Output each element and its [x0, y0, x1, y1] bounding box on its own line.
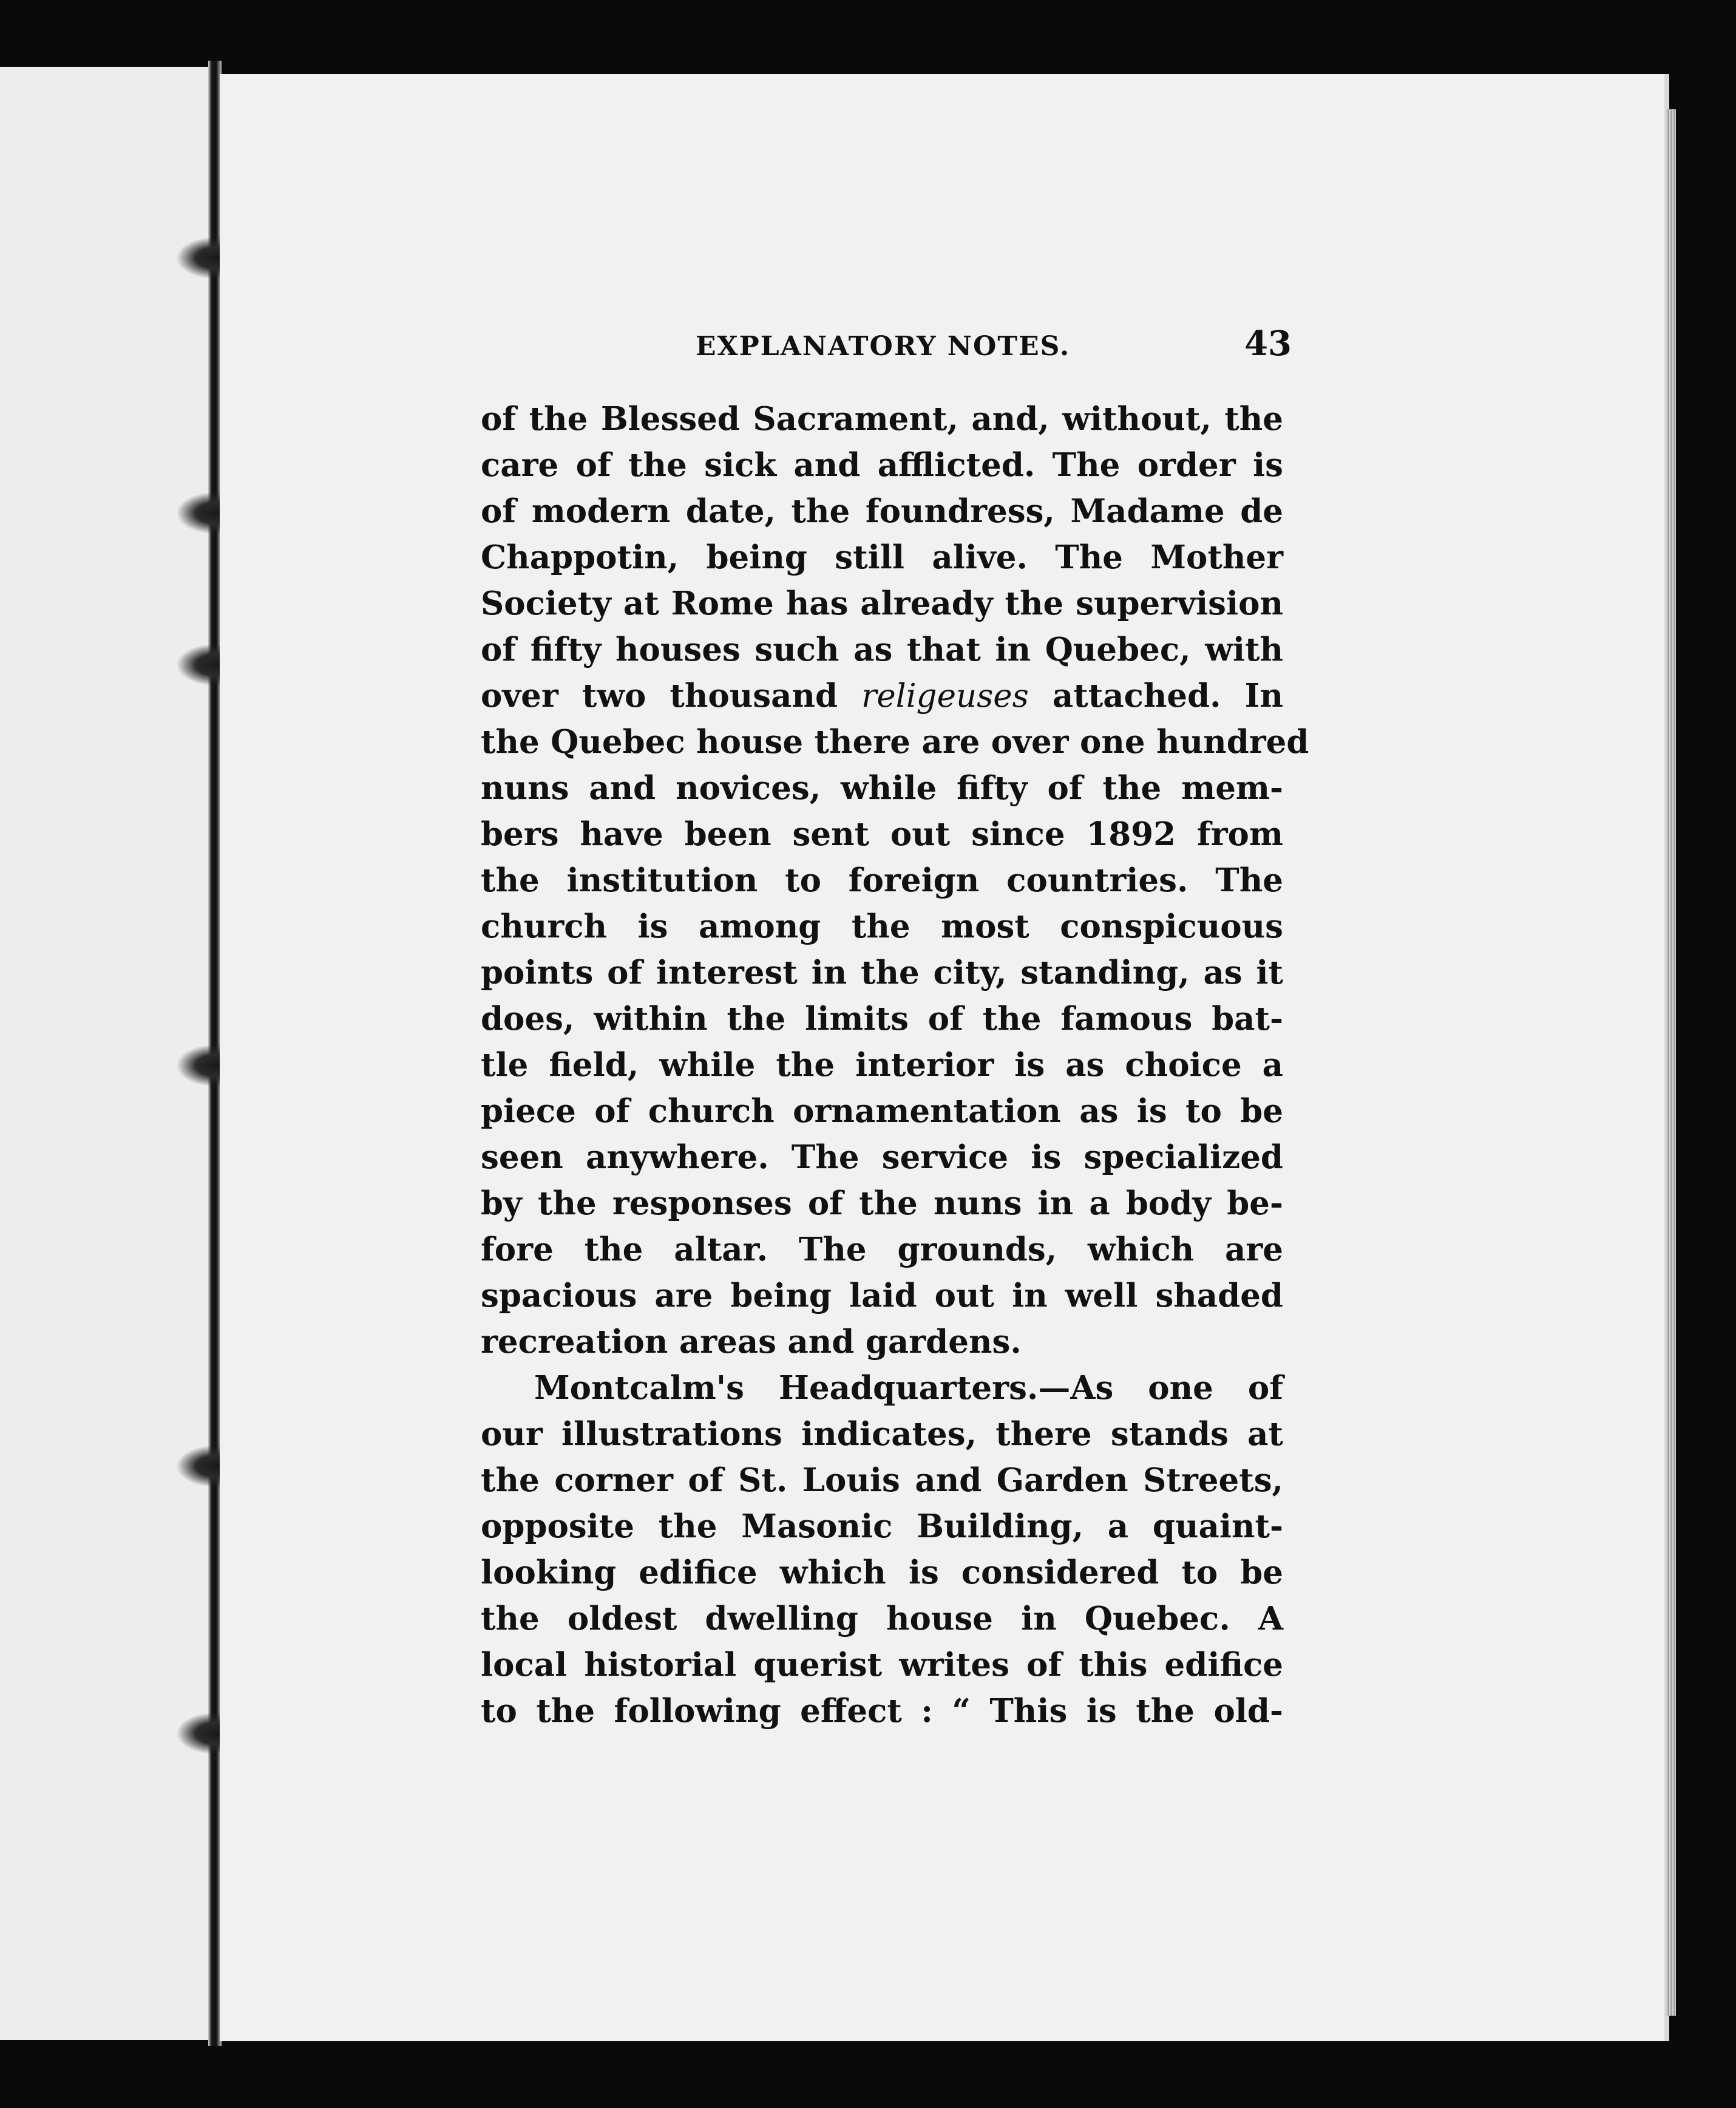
- text-line: [481, 950, 1283, 996]
- text-line: [481, 1549, 1283, 1596]
- text-segment: looking edifice which is considered to be: [481, 1554, 1283, 1591]
- text-line: [481, 1042, 1283, 1088]
- text-segment: to the following effect : “ This is the old-: [481, 1692, 1283, 1730]
- text-segment: the oldest dwelling house in Quebec. A: [481, 1600, 1283, 1637]
- text-segment: opposite the Masonic Building, a quaint-: [481, 1508, 1283, 1545]
- text-line: [481, 1088, 1283, 1134]
- text-line: [481, 1226, 1283, 1273]
- italic-term: religeuses: [861, 678, 1029, 715]
- text-segment: local historial querist writes of this edifice: [481, 1646, 1283, 1684]
- text-segment: piece of church ornamentation as is to be: [481, 1092, 1283, 1130]
- text-line: [481, 1319, 1283, 1365]
- text-line: [481, 1688, 1283, 1734]
- text-line: [481, 580, 1283, 627]
- text-segment: recreation areas and gardens.: [481, 1323, 1022, 1361]
- text-line: [481, 627, 1283, 673]
- text-line: [481, 811, 1283, 857]
- text-segment: seen anywhere. The service is specialized: [481, 1138, 1283, 1176]
- text-segment: fore the altar. The grounds, which are: [481, 1231, 1283, 1268]
- text-segment: church is among the most conspicuous: [481, 908, 1283, 945]
- text-line: [481, 1180, 1283, 1226]
- text-line: [481, 1503, 1283, 1549]
- text-segment: care of the sick and afflicted. The order is: [481, 446, 1283, 484]
- text-segment: does, within the limits of the famous bat-: [481, 1000, 1283, 1038]
- text-line: [481, 673, 1283, 719]
- text-segment: our illustrations indicates, there stands at: [481, 1415, 1283, 1453]
- text-line: [481, 857, 1283, 903]
- text-segment: nuns and novices, while fifty of the mem-: [481, 769, 1283, 807]
- text-line: [481, 765, 1283, 811]
- text-line: [481, 488, 1283, 534]
- text-line: [481, 1365, 1283, 1411]
- text-line: [481, 1273, 1283, 1319]
- body-text: [481, 396, 1309, 1734]
- text-segment: of fifty houses such as that in Quebec, with: [481, 631, 1283, 668]
- text-line: [481, 1596, 1283, 1642]
- text-line: [481, 1411, 1283, 1457]
- text-segment: the institution to foreign countries. The: [481, 862, 1283, 899]
- text-segment: of the Blessed Sacrament, and, without, the: [481, 400, 1283, 438]
- text-segment: points of interest in the city, standing, as it: [481, 954, 1283, 991]
- text-segment: of modern date, the foundress, Madame de: [481, 492, 1283, 530]
- text-line: [481, 996, 1283, 1042]
- text-line: [481, 1642, 1283, 1688]
- text-segment: spacious are being laid out in well shaded: [481, 1277, 1283, 1314]
- text-segment: Chappotin, being still alive. The Mother: [481, 539, 1283, 576]
- text-segment: attached. In: [1028, 677, 1283, 715]
- text-segment: bers have been sent out since 1892 from: [481, 815, 1283, 853]
- text-segment: Society at Rome has already the supervision: [481, 585, 1283, 622]
- text-line: [481, 534, 1283, 580]
- text-line: [481, 396, 1283, 442]
- text-segment: the corner of St. Louis and Garden Streets,: [481, 1461, 1283, 1499]
- text-segment: the Quebec house there are over one hundred: [481, 723, 1309, 761]
- running-head: EXPLANATORY NOTES.: [696, 331, 1071, 362]
- text-segment: over two thousand: [481, 677, 862, 715]
- text-segment: Montcalm's Headquarters.—As one of: [534, 1369, 1283, 1407]
- page-edge-stack: [1666, 109, 1676, 2016]
- text-line: [481, 1134, 1283, 1180]
- text-line: [481, 442, 1283, 488]
- text-line: [481, 719, 1309, 765]
- text-segment: tle field, while the interior is as choice a: [481, 1046, 1283, 1084]
- text-line: [481, 1457, 1283, 1503]
- page-number: 43: [1244, 324, 1292, 364]
- text-line: [481, 903, 1283, 950]
- text-segment: by the responses of the nuns in a body be-: [481, 1185, 1283, 1222]
